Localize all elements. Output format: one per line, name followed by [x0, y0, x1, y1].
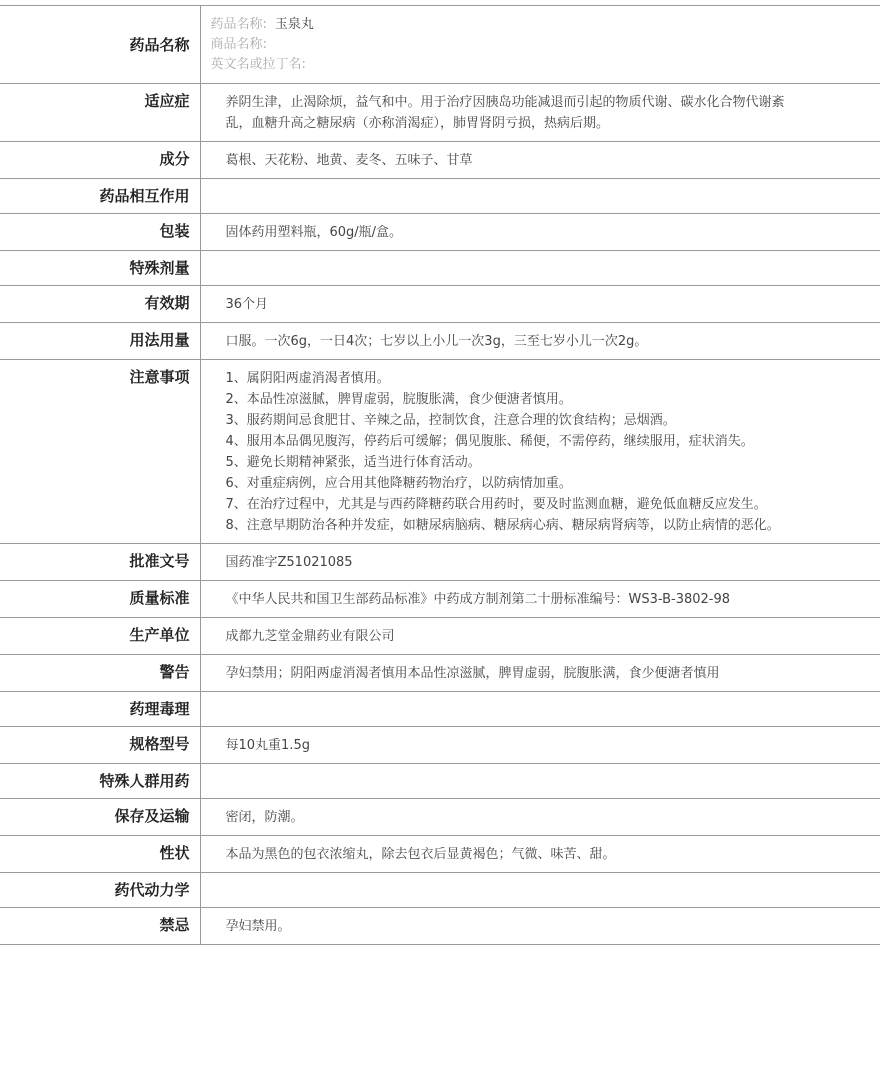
table-row-interactions — [0, 179, 880, 214]
ingredients-value: 葛根、天花粉、地黄、麦冬、五味子、甘草 — [200, 142, 880, 179]
row-label-package: 包装 — [0, 214, 200, 251]
trade-name-label: 商品名称: — [210, 37, 267, 52]
table-row-ingredients — [0, 142, 880, 179]
row-label-indications: 适应症 — [0, 84, 200, 142]
row-label-toxicology: 药理毒理 — [0, 692, 200, 727]
row-label-pharmacokinetics: 药代动力学 — [0, 873, 200, 908]
row-label-spec: 规格型号 — [0, 727, 200, 764]
special-dosage-value — [200, 251, 880, 286]
drug-info-table — [0, 5, 880, 945]
special-population-value — [200, 764, 880, 799]
table-row-approval — [0, 544, 880, 581]
list-item: 6、对重症病例，应合用其他降糖药物治疗，以防病情加重。 — [225, 476, 572, 491]
drug-name-label: 药品名称: — [210, 17, 267, 32]
spec-value: 每10丸重1.5g — [200, 727, 880, 764]
table-row-pharmacokinetics — [0, 873, 880, 908]
list-item: 1、属阴阳两虚消渴者慎用。 — [225, 371, 390, 386]
list-item: 5、避免长期精神紧张，适当进行体育活动。 — [225, 455, 481, 470]
table-row-usage — [0, 323, 880, 360]
manufacturer-value: 成都九芝堂金鼎药业有限公司 — [200, 618, 880, 655]
table-row-quality — [0, 581, 880, 618]
list-item: 4、服用本品偶见腹泻，停药后可缓解；偶见腹胀、稀便，不需停药，继续服用，症状消失。 — [225, 434, 754, 449]
table-row-warning — [0, 655, 880, 692]
quality-value: 《中华人民共和国卫生部药品标准》中药成方制剂第二十册标准编号：WS3-B-3802-98 — [200, 581, 880, 618]
indications-value: 养阴生津，止渴除烦，益气和中。用于治疗因胰岛功能减退而引起的物质代谢、碳水化合物代谢紊乱，血糖升高之糖尿病（亦称消渴症），肺胃肾阴亏损，热病后期。 — [200, 84, 880, 142]
pharmacokinetics-value — [200, 873, 880, 908]
appearance-value: 本品为黑色的包衣浓缩丸，除去包衣后显黄褐色；气微、味苦、甜。 — [200, 836, 880, 873]
table-row-drug-name — [0, 6, 880, 84]
warning-value: 孕妇禁用；阴阳两虚消渴者慎用本品性凉滋腻，脾胃虚弱，脘腹胀满，食少便溏者慎用 — [200, 655, 880, 692]
table-row-indications — [0, 84, 880, 142]
list-item: 2、本品性凉滋腻，脾胃虚弱，脘腹胀满，食少便溏者慎用。 — [225, 392, 572, 407]
row-label-approval: 批准文号 — [0, 544, 200, 581]
drug-info-sheet — [0, 5, 880, 945]
row-label-precautions: 注意事项 — [0, 360, 200, 544]
table-row-special-dosage — [0, 251, 880, 286]
row-label-usage: 用法用量 — [0, 323, 200, 360]
table-row-contraindications — [0, 908, 880, 945]
precautions-list — [200, 360, 880, 544]
contraindications-value: 孕妇禁用。 — [200, 908, 880, 945]
row-label-quality: 质量标准 — [0, 581, 200, 618]
drug-name-value: 玉泉丸 — [274, 17, 314, 32]
storage-value: 密闭，防潮。 — [200, 799, 880, 836]
row-label-contraindications: 禁忌 — [0, 908, 200, 945]
row-label-special-population: 特殊人群用药 — [0, 764, 200, 799]
row-label-storage: 保存及运输 — [0, 799, 200, 836]
table-row-toxicology — [0, 692, 880, 727]
interactions-value — [200, 179, 880, 214]
english-name-label: 英文名或拉丁名: — [210, 57, 306, 72]
row-label-special-dosage: 特殊剂量 — [0, 251, 200, 286]
list-item: 7、在治疗过程中，尤其是与西药降糖药联合用药时，要及时监测血糖，避免低血糖反应发生。 — [225, 497, 767, 512]
row-label-ingredients: 成分 — [0, 142, 200, 179]
list-item: 8、注意早期防治各种并发症，如糖尿病脑病、糖尿病心病、糖尿病肾病等，以防止病情的恶化。 — [225, 518, 780, 533]
table-row-precautions — [0, 360, 880, 544]
row-label-appearance: 性状 — [0, 836, 200, 873]
table-row-special-population — [0, 764, 880, 799]
row-label-validity: 有效期 — [0, 286, 200, 323]
row-label-drug-name: 药品名称 — [0, 6, 200, 84]
table-row-spec — [0, 727, 880, 764]
table-row-appearance — [0, 836, 880, 873]
table-row-storage — [0, 799, 880, 836]
table-row-package — [0, 214, 880, 251]
row-label-interactions: 药品相互作用 — [0, 179, 200, 214]
row-label-warning: 警告 — [0, 655, 200, 692]
package-value: 固体药用塑料瓶，60g/瓶/盒。 — [200, 214, 880, 251]
validity-value: 36个月 — [200, 286, 880, 323]
toxicology-value — [200, 692, 880, 727]
row-label-manufacturer: 生产单位 — [0, 618, 200, 655]
table-row-validity — [0, 286, 880, 323]
approval-value: 国药准字Z51021085 — [200, 544, 880, 581]
list-item: 3、服药期间忌食肥甘、辛辣之品，控制饮食，注意合理的饮食结构；忌烟酒。 — [225, 413, 676, 428]
table-row-manufacturer — [0, 618, 880, 655]
usage-value: 口服。一次6g，一日4次；七岁以上小儿一次3g，三至七岁小儿一次2g。 — [200, 323, 880, 360]
drug-name-block — [200, 6, 880, 84]
